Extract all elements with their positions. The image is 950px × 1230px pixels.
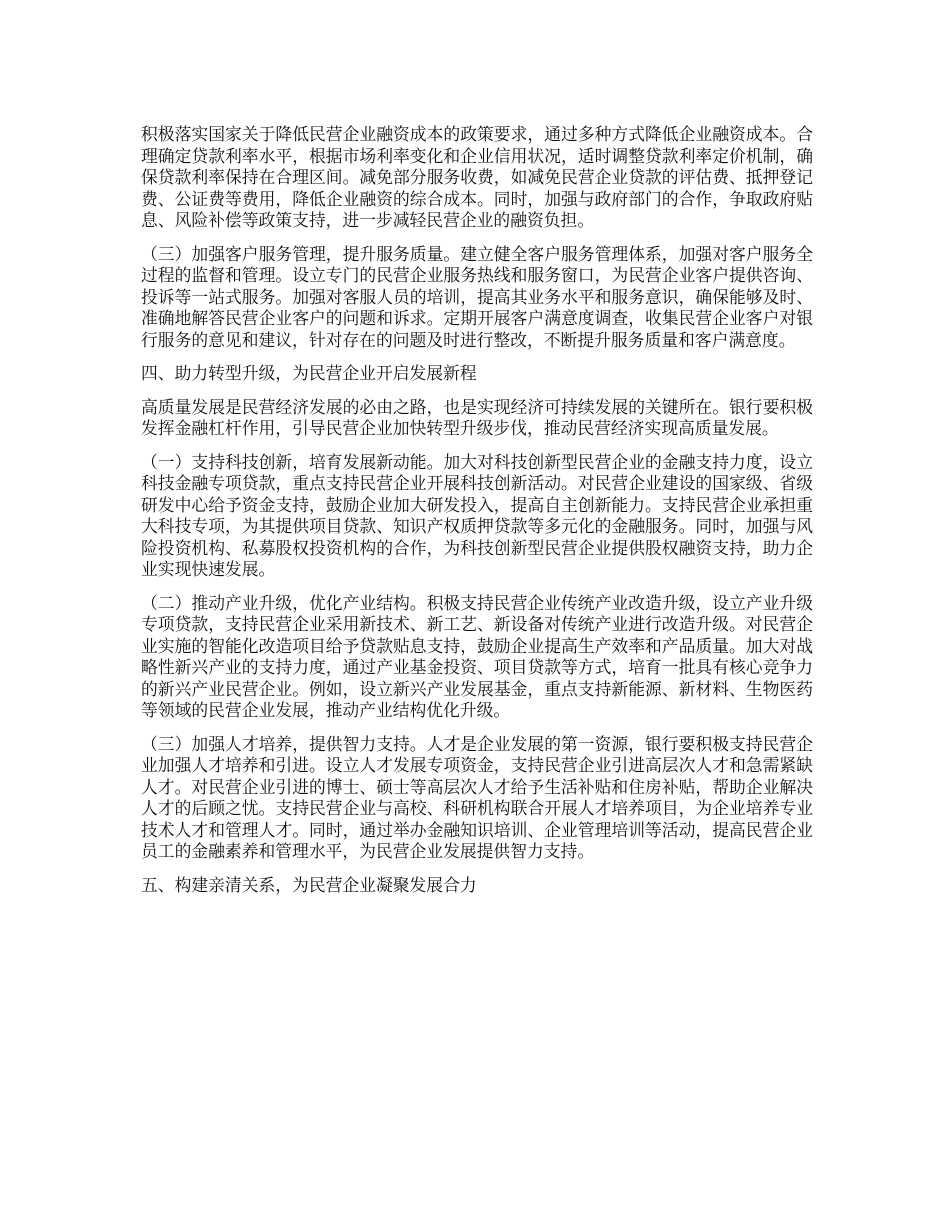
paragraph-high-quality-development: 高质量发展是民营经济发展的必由之路，也是实现经济可持续发展的关键所在。银行要积极发挥金融杠杆作用，引导民营企业加快转型升级步伐，推动民营经济实现高质量发展。: [141, 396, 813, 438]
paragraph-industrial-upgrade: （二）推动产业升级，优化产业结构。积极支持民营企业传统产业改造升级，设立产业升级专项贷款，支持民营企业采用新技术、新工艺、新设备对传统产业进行改造升级。对民营企业实施的智能化改造项目给予贷款贴息支持，鼓励企业提高生产效率和产品质量。加大对战略性新兴产业的支持力度，通过产业基金投资、项目贷款等方式，培育一批具有核心竞争力的新兴产业民营企业。例如，设立新兴产业发展基金，重点支持新能源、新材料、生物医药等领域的民营企业发展，推动产业结构优化升级。: [141, 592, 813, 720]
section-heading-relationship: 五、构建亲清关系，为民营企业凝聚发展合力: [141, 874, 477, 895]
paragraph-financing-cost: 积极落实国家关于降低民营企业融资成本的政策要求，通过多种方式降低企业融资成本。合理确定贷款利率水平，根据市场利率变化和企业信用状况，适时调整贷款利率定价机制，确保贷款利率保持在合理区间。减免部分服务收费，如减免民营企业贷款的评估费、抵押登记费、公证费等费用，降低企业融资的综合成本。同时，加强与政府部门的合作，争取政府贴息、风险补偿等政策支持，进一步减轻民营企业的融资负担。: [141, 124, 813, 230]
section-heading-transformation: 四、助力转型升级，为民营企业开启发展新程: [141, 363, 477, 383]
document-body: [141, 124, 813, 908]
paragraph-tech-innovation: （一）支持科技创新，培育发展新动能。加大对科技创新型民营企业的金融支持力度，设立科技金融专项贷款，重点支持民营企业开展科技创新活动。对民营企业建设的国家级、省级研发中心给予资金支持，鼓励企业加大研发投入，提高自主创新能力。支持民营企业承担重大科技专项，为其提供项目贷款、知识产权质押贷款等多元化的金融服务。同时，加强与风险投资机构、私募股权投资机构的合作，为科技创新型民营企业提供股权融资支持，助力企业实现快速发展。: [141, 451, 813, 579]
paragraph-talent-cultivation: （三）加强人才培养，提供智力支持。人才是企业发展的第一资源，银行要积极支持民营企业加强人才培养和引进。设立人才发展专项资金，支持民营企业引进高层次人才和急需紧缺人才。对民营企业引进的博士、硕士等高层次人才给予生活补贴和住房补贴，帮助企业解决人才的后顾之忧。支持民营企业与高校、科研机构联合开展人才培养项目，为企业培养专业技术人才和管理人才。同时，通过举办金融知识培训、企业管理培训等活动，提高民营企业员工的金融素养和管理水平，为民营企业发展提供智力支持。: [141, 733, 813, 861]
paragraph-customer-service: （三）加强客户服务管理，提升服务质量。建立健全客户服务管理体系，加强对客户服务全过程的监督和管理。设立专门的民营企业服务热线和服务窗口，为民营企业客户提供咨询、投诉等一站式服务。加强对客服人员的培训，提高其业务水平和服务意识，确保能够及时、准确地解答民营企业客户的问题和诉求。定期开展客户满意度调查，收集民营企业客户对银行服务的意见和建议，针对存在的问题及时进行整改，不断提升服务质量和客户满意度。: [141, 243, 813, 350]
